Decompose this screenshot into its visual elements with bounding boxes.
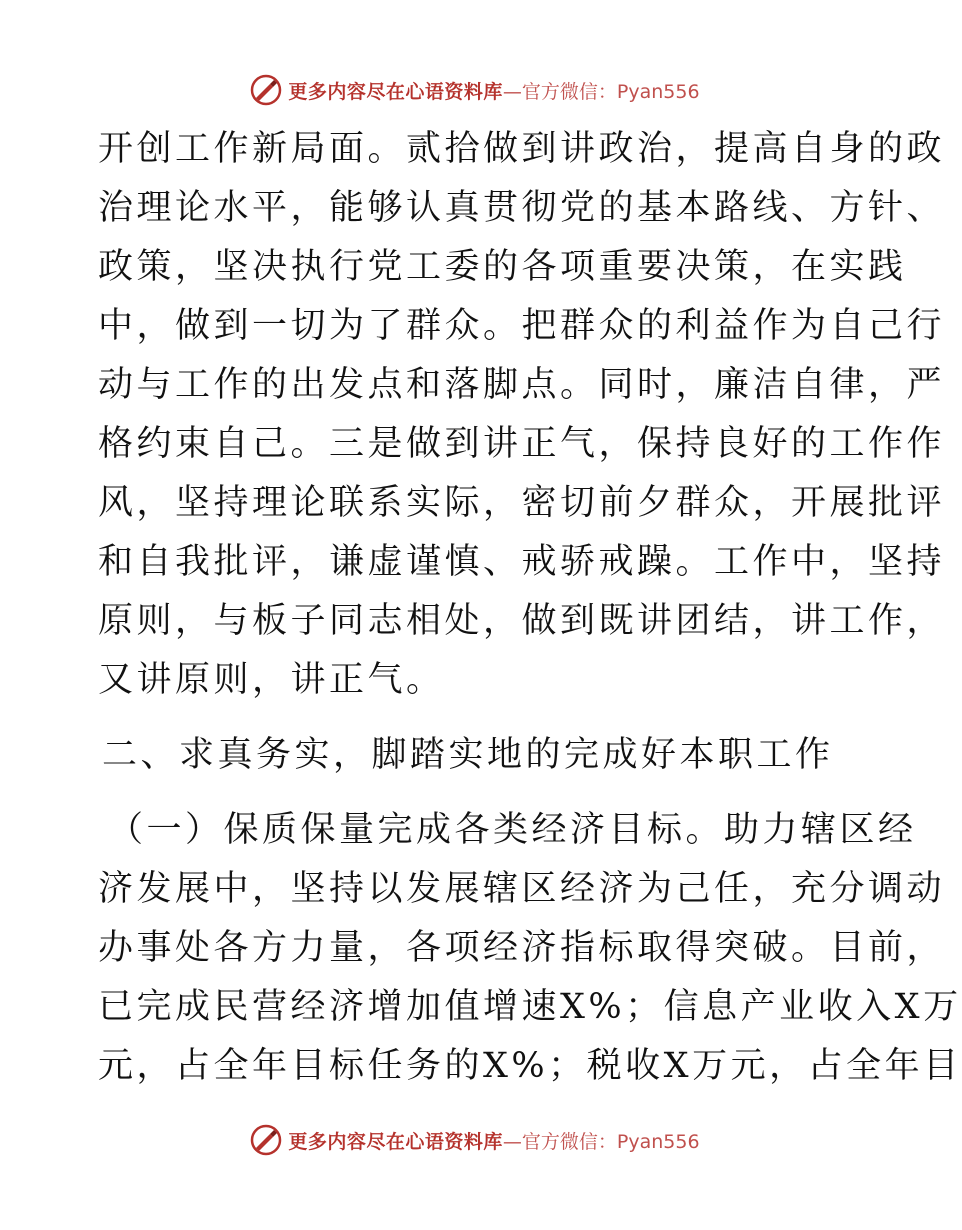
text-line: 中，做到一切为了群众。把群众的利益作为自己行 (98, 306, 946, 346)
pen-logo-icon (250, 74, 282, 106)
text-line: （一）保质保量完成各类经济目标。助力辖区经 (108, 810, 917, 850)
text-line: 已完成民营经济增加值增速X%；信息产业收入X万 (98, 987, 962, 1027)
banner-sub-text: —官方微信：Pyan556 (502, 80, 700, 103)
text-line: 济发展中，坚持以发展辖区经济为己任，充分调动 (98, 869, 946, 909)
paragraph-1 (98, 120, 946, 710)
text-line: 和自我批评，谦虚谨慎、戒骄戒躁。工作中，坚持 (98, 542, 946, 582)
document-body (98, 120, 962, 1096)
banner-main-text: 更多内容尽在心语资料库 (288, 1130, 503, 1153)
text-line: 又讲原则，讲正气。 (98, 660, 445, 700)
banner-sub-text: —官方微信：Pyan556 (502, 1130, 700, 1153)
text-line: 元，占全年目标任务的X%；税收X万元，占全年目 (98, 1046, 962, 1086)
text-line: 政策，坚决执行党工委的各项重要决策，在实践 (98, 247, 907, 287)
text-line: 原则，与板子同志相处，做到既讲团结，讲工作， (98, 601, 946, 641)
text-line: 治理论水平，能够认真贯彻党的基本路线、方针、 (98, 188, 946, 228)
text-line: 开创工作新局面。贰拾做到讲政治，提高自身的政 (98, 129, 946, 169)
pen-logo-icon (250, 1124, 282, 1156)
footer-banner (0, 1120, 950, 1160)
header-banner (0, 70, 950, 110)
banner-main-text: 更多内容尽在心语资料库 (288, 80, 503, 103)
text-line: 办事处各方力量，各项经济指标取得突破。目前， (98, 928, 946, 968)
section-heading: 二、求真务实，脚踏实地的完成好本职工作 (102, 735, 834, 775)
paragraph-2 (98, 801, 962, 1096)
text-line: 动与工作的出发点和落脚点。同时，廉洁自律，严 (98, 365, 946, 405)
text-line: 风，坚持理论联系实际，密切前夕群众，开展批评 (98, 483, 946, 523)
text-line: 格约束自己。三是做到讲正气，保持良好的工作作 (98, 424, 946, 464)
